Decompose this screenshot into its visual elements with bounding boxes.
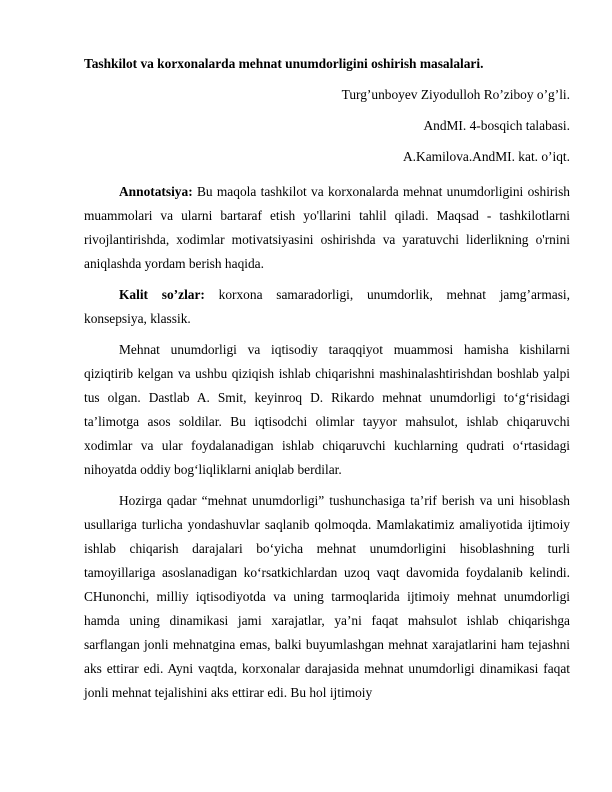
author-line: Turg’unboyev Ziyodulloh Ro’ziboy o’g’li. [341, 87, 570, 102]
body-paragraph-1: Mehnat unumdorligi va iqtisodiy taraqqiyot muammosi hamisha kishilarni qiziqtirib kelgan va ushbu qiziqish ishlab chiqarishni mashinalashtirishdan boshlab yalpi tus olgan. Dastlab A. Smit, keyinroq D. Rikardo mehnat unumdorligi to‘g‘risidagi ta’limotga asos soldilar. Bu iqtisodchi olimlar tayyor mahsulot, ishlab chiqaruvchi xodimlar va ular foydalanadigan ishlab chiqaruvchi kuchlarning qudrati o‘rtasidagi nihoyatda oddiy bog‘liqliklarni aniqlab berdilar. [84, 342, 570, 477]
document-title: Tashkilot va korxonalarda mehnat unumdorligini oshirish masalalari. [84, 56, 484, 71]
abstract-paragraph [84, 180, 570, 276]
keywords-paragraph [84, 283, 570, 331]
keywords-label: Kalit so’zlar: [119, 287, 205, 302]
abstract-text: Bu maqola tashkilot va korxonalarda mehnat unumdorligini oshirish muammolari va ularni bartaraf etish yo'llarini tahlil qiladi. Maqsad - tashkilotlarni rivojlantirishda, xodimlar motivatsiyasini oshirishda va yaratuvchi liderlikning o'rnini aniqlashda yordam berish haqida. [84, 184, 570, 271]
body-paragraph-2: Hozirga qadar “mehnat unumdorligi” tushunchasiga ta’rif berish va uni hisoblash usullariga turlicha yondashuvlar saqlanib qolmoqda. Mamlakatimiz amaliyotida ijtimoiy ishlab chiqarish darajalari bo‘yicha mehnat unumdorligini hisoblashning turli tamoyillariga asoslanadigan ko‘rsatkichlardan uzoq vaqt davomida foydalanib kelindi. CHunonchi, milliy iqtisodiyotda va uning tarmoqlarida ijtimoiy mehnat unumdorligi hamda uning dinamikasi jami xarajatlar, ya’ni faqat mahsulot ishlab chiqarishga sarflangan jonli mehnatgina emas, balki buyumlashgan mehnat xarajatlarini ham tejashni aks ettirar edi. Ayni vaqtda, korxonalar darajasida mehnat unumdorligi dinamikasi faqat jonli mehnat tejalishini aks ettirar edi. Bu hol ijtimoiy [84, 493, 570, 700]
document-page [84, 56, 570, 705]
supervisor-line: A.Kamilova.AndMI. kat. o’iqt. [403, 149, 570, 164]
affiliation-line: AndMI. 4-bosqich talabasi. [423, 118, 570, 133]
abstract-label: Annotatsiya: [119, 184, 193, 199]
keywords-text: korxona samaradorligi, unumdorlik, mehnat jamg’armasi, konsepsiya, klassik. [84, 287, 570, 326]
